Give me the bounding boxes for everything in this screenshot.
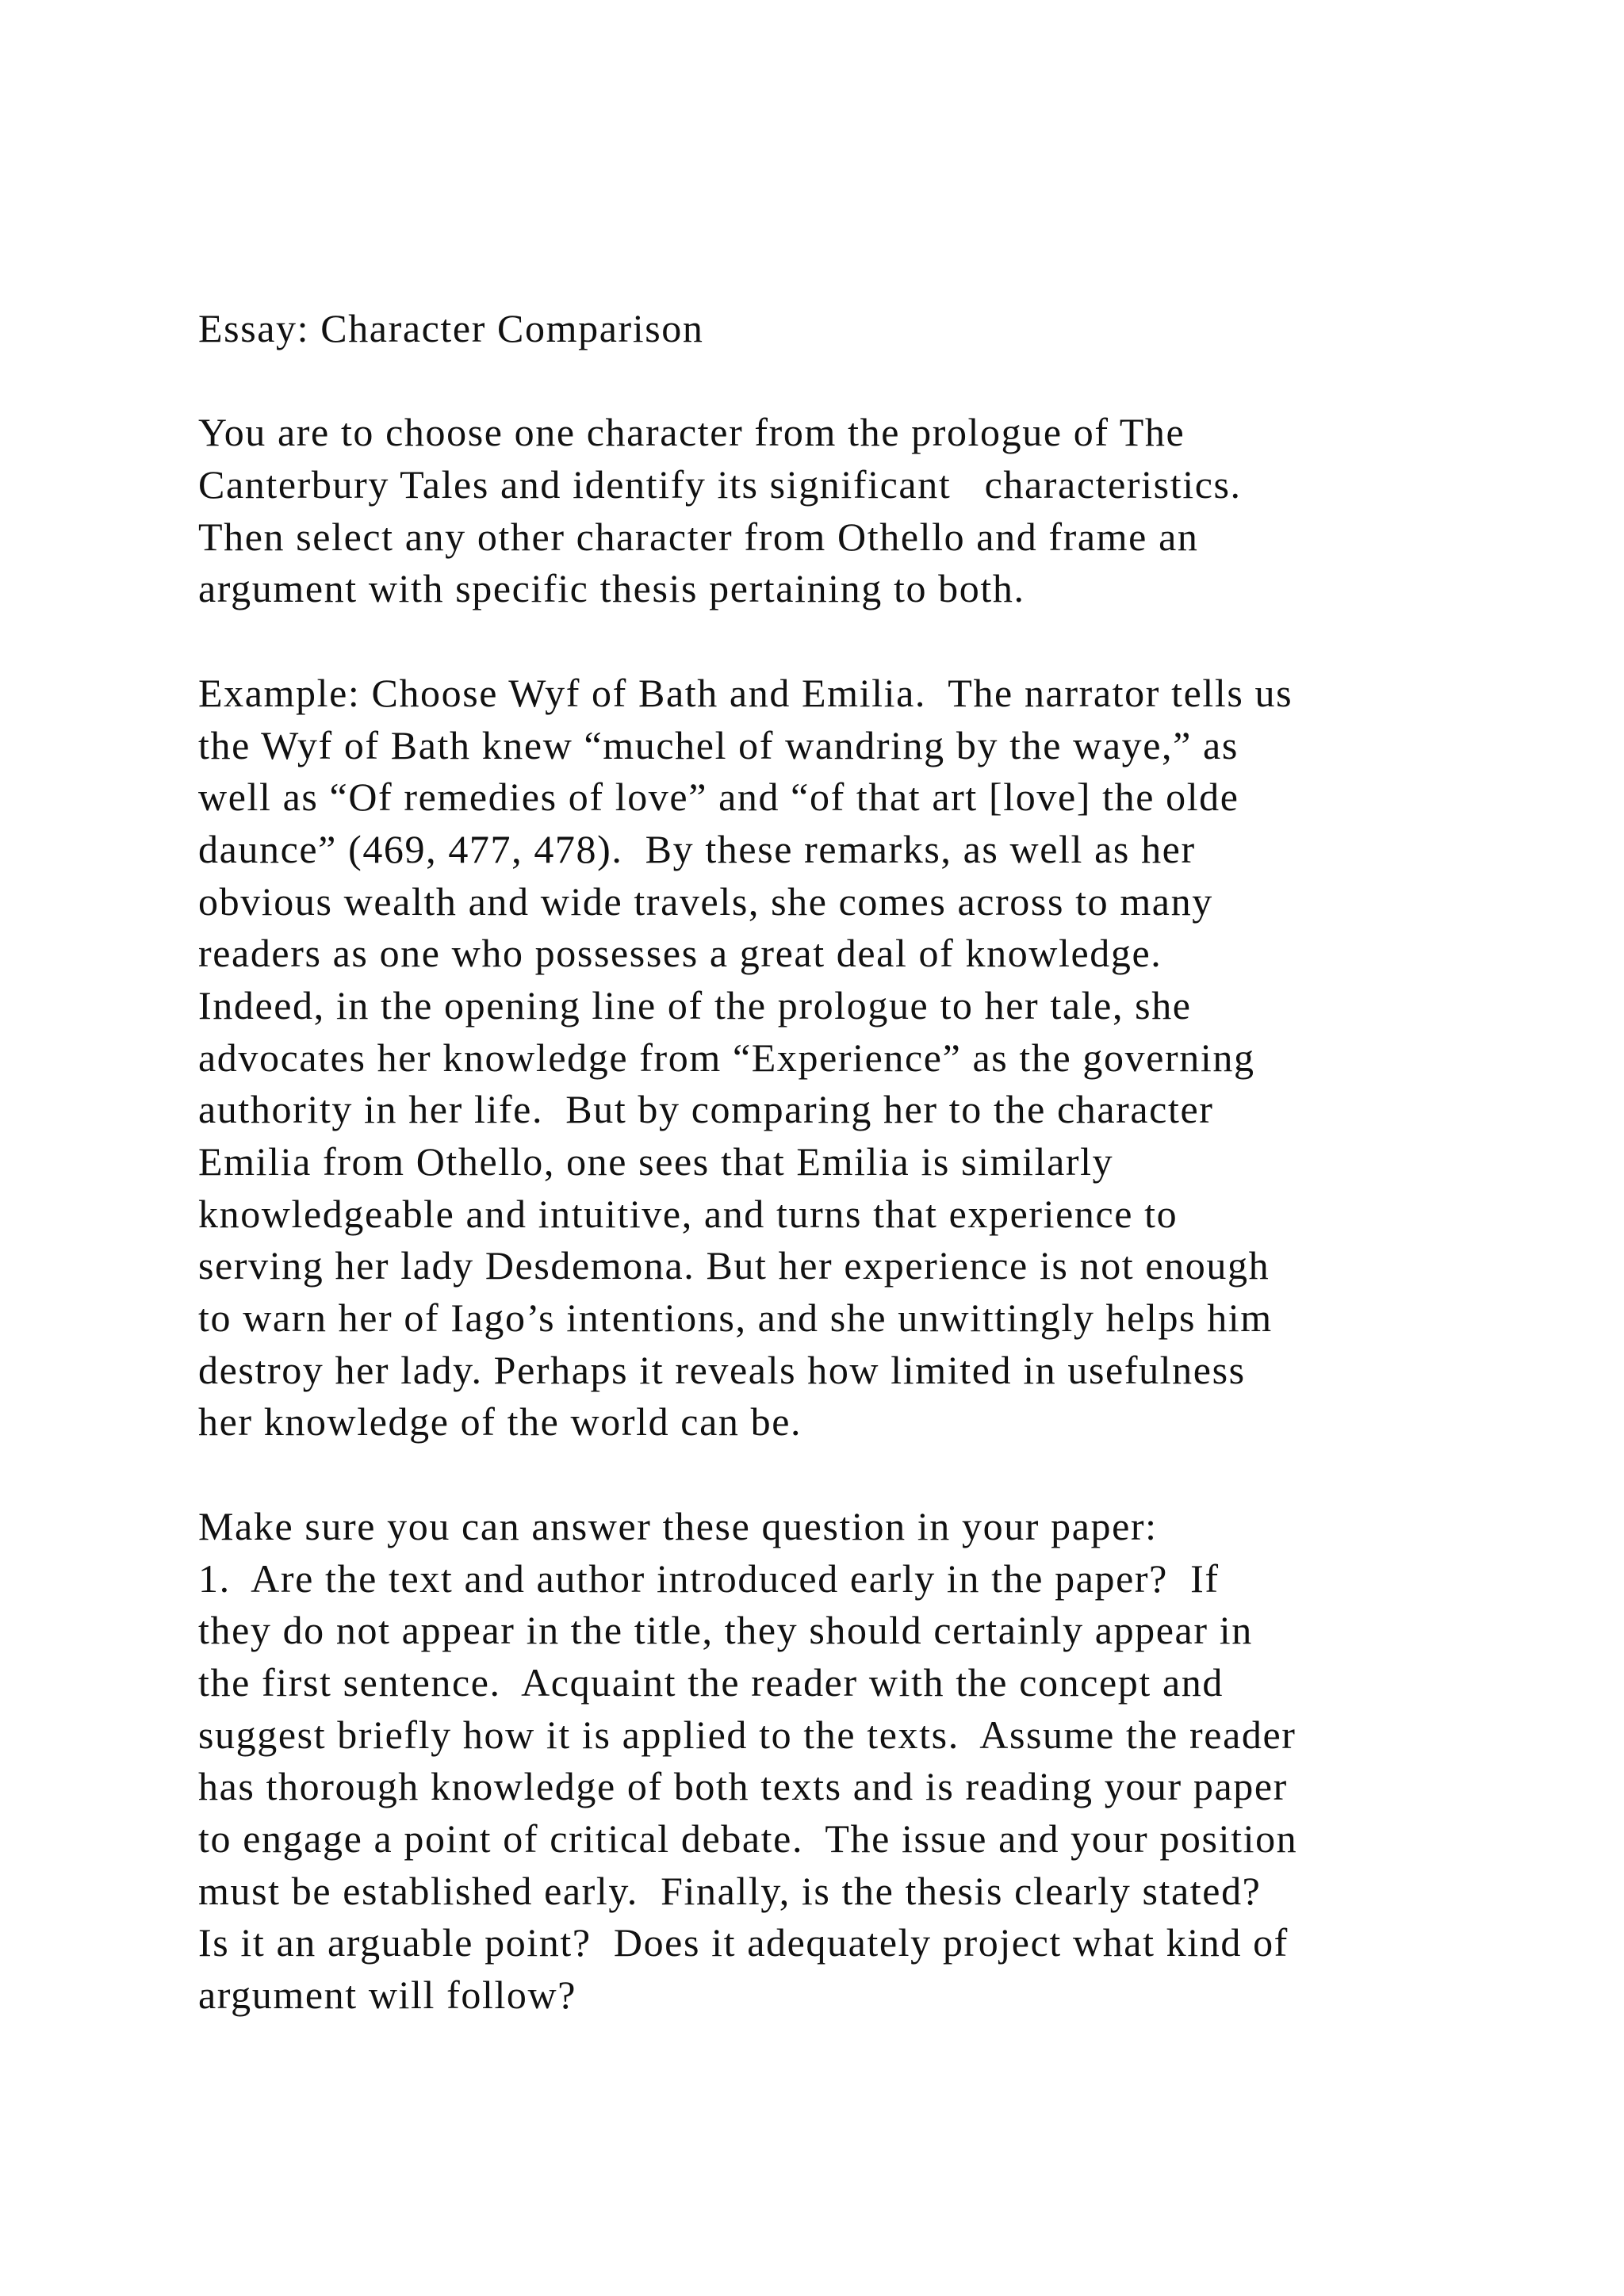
text-line: they do not appear in the title, they should certainly appear in: [198, 1608, 1253, 1653]
text-line: well as “Of remedies of love” and “of that art [love] the olde: [198, 775, 1239, 820]
text-line: daunce” (469, 477, 478). By these remarks, as well as her: [198, 826, 1196, 871]
text-line: Example: Choose Wyf of Bath and Emilia. The narrator tells us: [198, 670, 1293, 715]
text-line: argument with specific thesis pertaining to both.: [198, 566, 1025, 611]
text-line: readers as one who possesses a great deal of knowledge.: [198, 931, 1162, 976]
text-line: suggest briefly how it is applied to the texts. Assume the reader: [198, 1712, 1297, 1757]
paragraph-spacer: [198, 355, 1435, 408]
text-line: her knowledge of the world can be.: [198, 1399, 802, 1445]
text-line: to engage a point of critical debate. The issue and your position: [198, 1816, 1298, 1861]
page-title: Essay: Character Comparison: [198, 306, 704, 350]
text-line: advocates her knowledge from “Experience” as the governing: [198, 1035, 1255, 1080]
text-line: Then select any other character from Othello and frame an: [198, 514, 1199, 559]
questions-section: [198, 1501, 1435, 2022]
text-line: authority in her life. But by comparing her to the character: [198, 1087, 1214, 1132]
text-line: destroy her lady. Perhaps it reveals how limited in usefulness: [198, 1347, 1246, 1392]
example-paragraph: [198, 668, 1435, 1448]
assignment-paragraph: [198, 407, 1435, 615]
text-line: serving her lady Desdemona. But her experience is not enough: [198, 1243, 1270, 1288]
document-body: [198, 303, 1435, 2022]
text-line: to warn her of Iago’s intentions, and she unwittingly helps him: [198, 1295, 1273, 1341]
text-line: 1. Are the text and author introduced early in the paper? If: [198, 1556, 1220, 1601]
text-line: Canterbury Tales and identify its significant characteristics.: [198, 462, 1242, 507]
paragraph-spacer: [198, 615, 1435, 668]
text-line: Make sure you can answer these question in your paper:: [198, 1503, 1158, 1548]
text-line: Is it an arguable point? Does it adequately project what kind of: [198, 1920, 1289, 1965]
text-line: has thorough knowledge of both texts and is reading your paper: [198, 1764, 1288, 1809]
text-line: Indeed, in the opening line of the prologue to her tale, she: [198, 982, 1192, 1027]
text-line: knowledgeable and intuitive, and turns that experience to: [198, 1191, 1178, 1236]
text-line: the Wyf of Bath knew “muchel of wandring by the waye,” as: [198, 722, 1239, 767]
text-line: Emilia from Othello, one sees that Emilia is similarly: [198, 1139, 1114, 1184]
text-line: the first sentence. Acquaint the reader with the concept and: [198, 1659, 1224, 1705]
paragraph-spacer: [198, 1448, 1435, 1501]
text-line: obvious wealth and wide travels, she comes across to many: [198, 878, 1213, 924]
text-line: must be established early. Finally, is the thesis clearly stated?: [198, 1868, 1262, 1913]
text-line: You are to choose one character from the prologue of The: [198, 410, 1185, 455]
text-line: argument will follow?: [198, 1973, 577, 2017]
